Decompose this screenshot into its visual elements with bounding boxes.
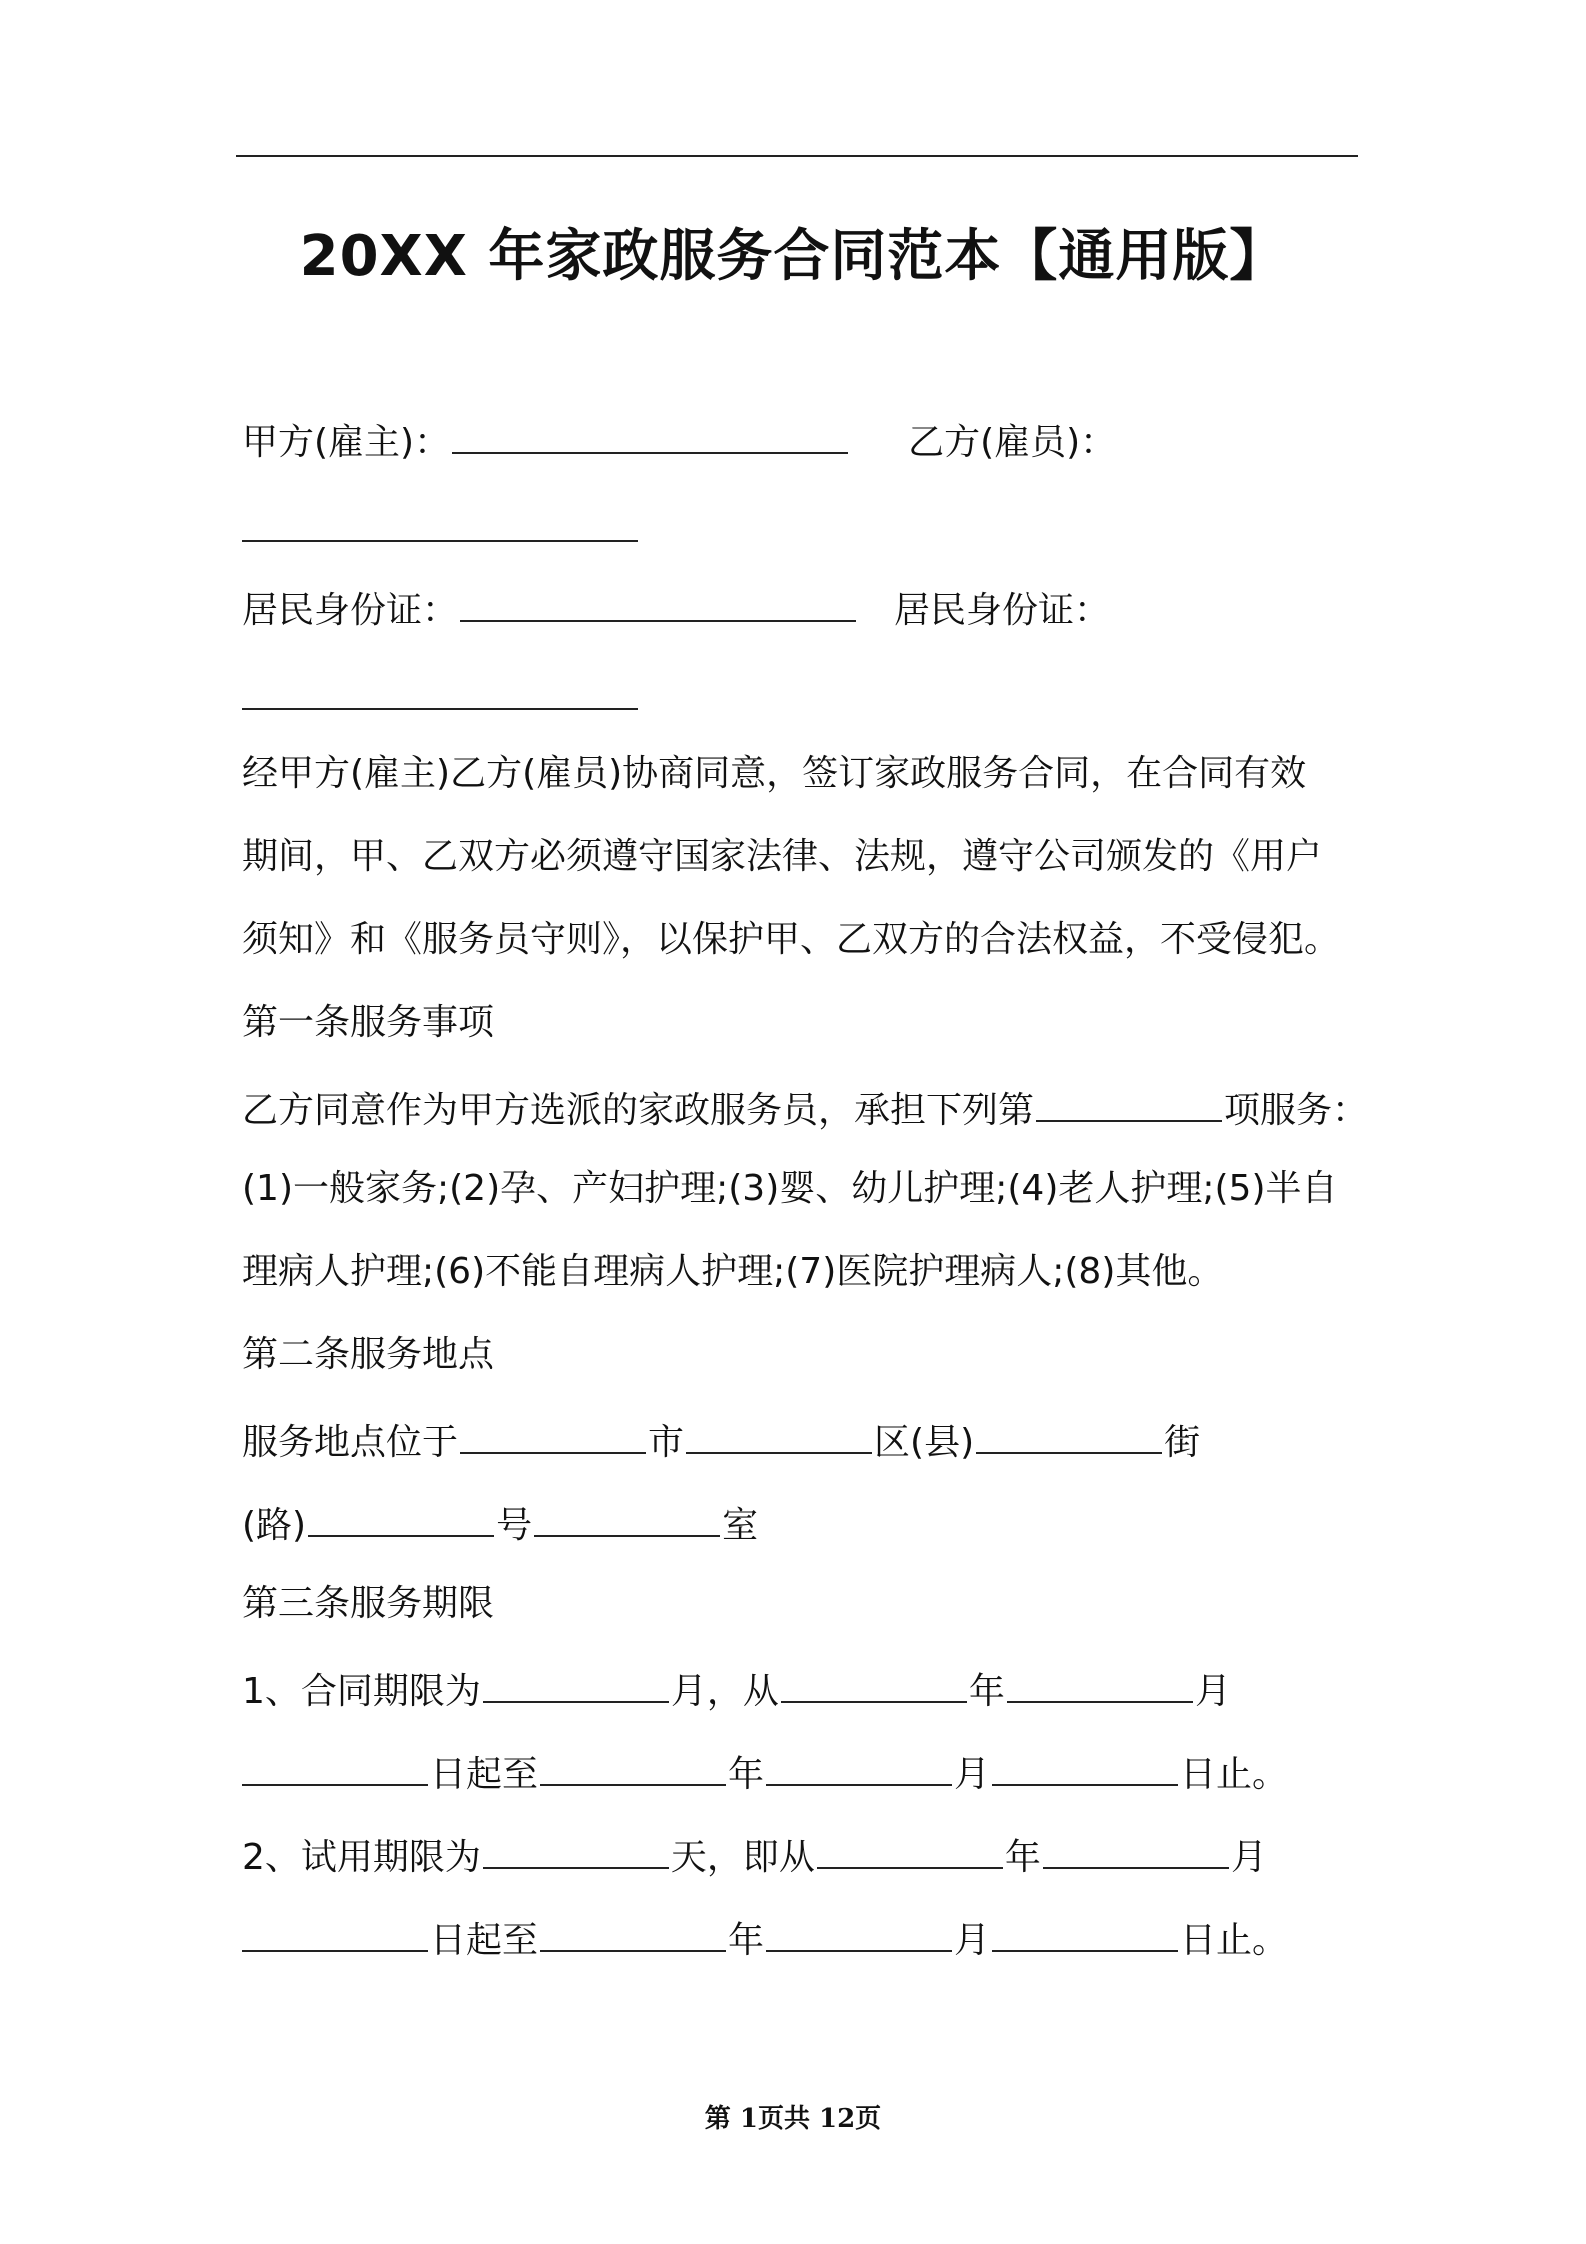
- start-to-label: 日起至: [430, 1754, 539, 1795]
- contract-term-label: 1、合同期限为: [242, 1671, 481, 1712]
- intro-line-2: 期间，甲、乙双方必须遵守国家法律、法规，遵守公司颁发的《用户: [242, 836, 1323, 877]
- id-label-b: 居民身份证：: [894, 590, 1111, 631]
- page-number: 第 1页共 12页: [704, 2104, 882, 2134]
- year-label: 年: [968, 1671, 1005, 1712]
- city-blank[interactable]: [460, 1414, 646, 1454]
- party-b-label: 乙方(雇员)：: [908, 422, 1117, 463]
- city-label: 市: [648, 1422, 685, 1463]
- end-label: 日止。: [1180, 1754, 1289, 1795]
- contract-term-line1: [242, 1663, 1231, 1716]
- year-label: 年: [1004, 1837, 1041, 1878]
- id-a-blank[interactable]: [460, 582, 856, 622]
- article2-heading: 第二条服务地点: [242, 1334, 495, 1375]
- article1-text-post: 项服务：: [1224, 1090, 1369, 1131]
- road-label: (路): [242, 1505, 307, 1546]
- contract-start-day-blank[interactable]: [242, 1746, 428, 1786]
- document-title: 20XX 年家政服务合同范本【通用版】: [299, 224, 1287, 289]
- intro-line-3: 须知》和《服务员守则》，以保护甲、乙双方的合法权益，不受侵犯。: [242, 919, 1341, 960]
- header-rule: [236, 155, 1358, 157]
- district-blank[interactable]: [686, 1414, 872, 1454]
- id-b-blank[interactable]: [242, 670, 638, 710]
- month-label: 月: [954, 1754, 991, 1795]
- trial-end-year-blank[interactable]: [540, 1912, 726, 1952]
- room-blank[interactable]: [534, 1497, 720, 1537]
- article1-text-pre: 乙方同意作为甲方选派的家政服务员，承担下列第: [242, 1090, 1035, 1131]
- number-label: 号: [496, 1505, 533, 1546]
- contract-end-month-blank[interactable]: [766, 1746, 952, 1786]
- room-label: 室: [722, 1505, 759, 1546]
- trial-term-label: 2、试用期限为: [242, 1837, 481, 1878]
- id-line: [242, 582, 1110, 635]
- end-label: 日止。: [1180, 1920, 1289, 1961]
- party-b-continuation: [242, 502, 640, 555]
- trial-day-from: 天，即从: [670, 1837, 815, 1878]
- address-prefix: 服务地点位于: [242, 1422, 459, 1463]
- start-to-label: 日起至: [430, 1920, 539, 1961]
- contract-month-from: 月，从: [670, 1671, 779, 1712]
- article2-line2: [242, 1497, 758, 1550]
- article1-line3: 理病人护理;(6)不能自理病人护理;(7)医院护理病人;(8)其他。: [242, 1251, 1224, 1292]
- party-a-blank[interactable]: [452, 414, 848, 454]
- number-blank[interactable]: [308, 1497, 494, 1537]
- trial-term-line2: [242, 1912, 1288, 1965]
- contract-end-year-blank[interactable]: [540, 1746, 726, 1786]
- district-label: 区(县): [874, 1422, 975, 1463]
- contract-start-year-blank[interactable]: [781, 1663, 967, 1703]
- year-label: 年: [728, 1920, 765, 1961]
- party-b-blank[interactable]: [242, 502, 638, 542]
- party-line: [242, 414, 1116, 467]
- trial-end-day-blank[interactable]: [992, 1912, 1178, 1952]
- article1-line2: (1)一般家务;(2)孕、产妇护理;(3)婴、幼儿护理;(4)老人护理;(5)半自: [242, 1168, 1338, 1209]
- id-label-a: 居民身份证：: [242, 590, 459, 631]
- article3-heading: 第三条服务期限: [242, 1583, 495, 1624]
- street-blank[interactable]: [976, 1414, 1162, 1454]
- intro-line-1: 经甲方(雇主)乙方(雇员)协商同意，签订家政服务合同，在合同有效: [242, 753, 1307, 794]
- contract-months-blank[interactable]: [483, 1663, 669, 1703]
- month-label: 月: [1194, 1671, 1231, 1712]
- trial-term-line1: [242, 1829, 1267, 1882]
- trial-end-month-blank[interactable]: [766, 1912, 952, 1952]
- contract-end-day-blank[interactable]: [992, 1746, 1178, 1786]
- article1-line1: [242, 1082, 1368, 1135]
- street-label: 街: [1164, 1422, 1201, 1463]
- trial-start-day-blank[interactable]: [242, 1912, 428, 1952]
- article2-line1: [242, 1414, 1200, 1467]
- trial-start-month-blank[interactable]: [1043, 1829, 1229, 1869]
- party-a-label: 甲方(雇主)：: [242, 422, 451, 463]
- service-item-blank[interactable]: [1036, 1082, 1222, 1122]
- trial-days-blank[interactable]: [483, 1829, 669, 1869]
- contract-term-line2: [242, 1746, 1288, 1799]
- trial-start-year-blank[interactable]: [817, 1829, 1003, 1869]
- month-label: 月: [954, 1920, 991, 1961]
- contract-start-month-blank[interactable]: [1007, 1663, 1193, 1703]
- year-label: 年: [728, 1754, 765, 1795]
- month-label: 月: [1230, 1837, 1267, 1878]
- id-b-continuation: [242, 670, 640, 723]
- article1-heading: 第一条服务事项: [242, 1002, 495, 1043]
